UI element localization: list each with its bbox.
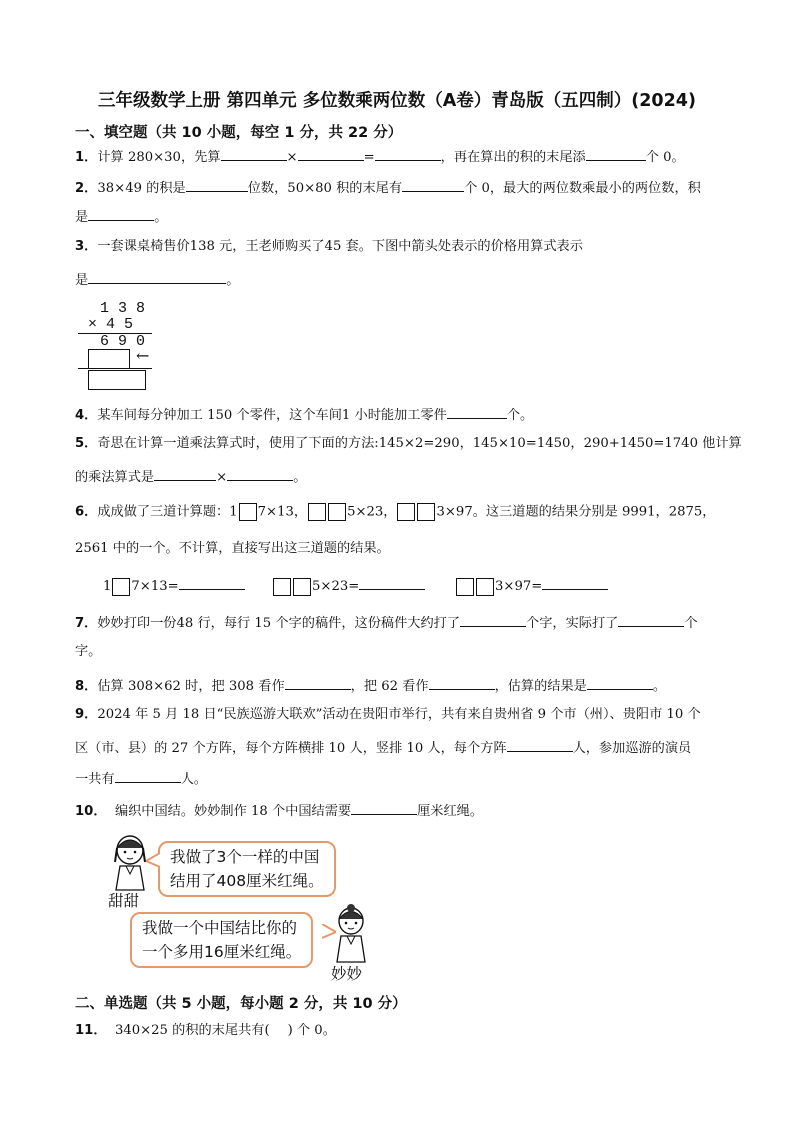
question-10: 10． 编织中国结。妙妙制作 18 个中国结需要 厘米红绳。 — [75, 800, 483, 821]
question-5-cont: 的乘法算式是 × 。 — [75, 466, 306, 487]
answer-blank[interactable] — [618, 612, 684, 627]
question-6-fill-1: 1 7×13= — [103, 575, 245, 596]
answer-blank[interactable] — [88, 206, 154, 221]
answer-blank[interactable] — [460, 612, 526, 627]
digit-box[interactable] — [239, 503, 257, 521]
question-6-fill-2: 5×23= — [272, 575, 425, 596]
digit-box[interactable] — [456, 578, 474, 596]
question-7-cont: 字。 — [75, 644, 102, 659]
name-tiantian: 甜甜 — [108, 892, 140, 910]
calc-answer-box[interactable] — [88, 370, 146, 390]
answer-blank[interactable] — [88, 269, 226, 284]
question-9: 9．2024 年 5 月 18 日“民族巡游大联欢”活动在贵阳市举行，共有来自贵州省 9 个市（州）、贵阳市 10 个 — [75, 707, 701, 722]
answer-blank[interactable] — [154, 466, 216, 481]
bubble-pointer-icon — [146, 853, 160, 869]
calc-answer-box[interactable] — [88, 349, 130, 369]
question-6-cont: 2561 中的一个。不计算，直接写出这三道题的结果。 — [75, 541, 390, 556]
question-6-fill-3: 3×97= — [455, 575, 608, 596]
calc-divider — [78, 368, 152, 369]
bubble-line: 我做了3个一样的中国 — [170, 848, 320, 866]
question-2: 2．38×49 的积是 位数，50×80 积的末尾有 个 0，最大的两位数乘最小的两位数，积 — [75, 177, 701, 198]
calc-row-2: × 4 5 — [88, 316, 134, 333]
answer-blank[interactable] — [375, 146, 441, 161]
page-title: 三年级数学上册 第四单元 多位数乘两位数（A卷）青岛版（五四制）(2024) — [98, 91, 696, 111]
answer-blank[interactable] — [221, 146, 287, 161]
calc-row-1: 1 3 8 — [100, 300, 146, 317]
speech-bubble-miaomiao — [130, 912, 313, 968]
bubble-line: 结用了408厘米红绳。 — [170, 872, 324, 890]
question-2-cont: 是 。 — [75, 206, 167, 227]
answer-blank[interactable] — [429, 675, 495, 690]
arrow-left-icon: ← — [136, 346, 150, 365]
answer-blank[interactable] — [285, 675, 351, 690]
digit-box[interactable] — [112, 578, 130, 596]
answer-blank[interactable] — [447, 404, 507, 419]
answer-blank[interactable] — [542, 575, 608, 590]
answer-blank[interactable] — [227, 466, 293, 481]
answer-blank[interactable] — [351, 800, 417, 815]
bubble-line: 一个多用16厘米红绳。 — [142, 943, 302, 961]
answer-blank[interactable] — [179, 575, 245, 590]
name-miaomiao: 妙妙 — [331, 965, 363, 983]
digit-box[interactable] — [293, 578, 311, 596]
answer-blank[interactable] — [507, 737, 573, 752]
question-3-cont: 是 。 — [75, 269, 239, 290]
question-11: 11． 340×25 的积的末尾共有( ) 个 0。 — [75, 1023, 336, 1038]
digit-box[interactable] — [273, 578, 291, 596]
answer-blank[interactable] — [587, 675, 653, 690]
answer-blank[interactable] — [586, 146, 646, 161]
question-5: 5．奇思在计算一道乘法算式时，使用了下面的方法:145×2=290，145×10=1450，290+1450=1740 他计算 — [75, 436, 742, 451]
question-3: 3．一套课桌椅售价138 元，王老师购买了45 套。下图中箭头处表示的价格用算式表示 — [75, 239, 583, 254]
digit-box[interactable] — [476, 578, 494, 596]
question-1: 1．计算 280×30，先算 × = ，再在算出的积的末尾添 个 0。 — [75, 146, 685, 167]
answer-blank[interactable] — [186, 177, 248, 192]
question-9-cont-2: 一共有 人。 — [75, 768, 207, 789]
answer-blank[interactable] — [359, 575, 425, 590]
answer-blank[interactable] — [298, 146, 364, 161]
speech-bubble-tiantian — [158, 841, 336, 897]
question-4: 4．某车间每分钟加工 150 个零件，这个车间1 小时能加工零件 个。 — [75, 404, 533, 425]
question-7: 7．妙妙打印一份48 行，每行 15 个字的稿件，这份稿件大约打了 个字，实际打了 个 — [75, 612, 698, 633]
section-1-heading: 一、填空题（共 10 小题，每空 1 分，共 22 分） — [75, 125, 403, 141]
calc-row-3: 6 9 0 — [100, 333, 146, 350]
question-8: 8．估算 308×62 时，把 308 看作 ，把 62 看作 ，估算的结果是 。 — [75, 675, 666, 696]
answer-blank[interactable] — [115, 768, 181, 783]
digit-box[interactable] — [397, 503, 415, 521]
bubble-line: 我做一个中国结比你的 — [142, 919, 298, 937]
digit-box[interactable] — [308, 503, 326, 521]
digit-box[interactable] — [417, 503, 435, 521]
section-2-heading: 二、单选题（共 5 小题，每小题 2 分，共 10 分） — [75, 996, 407, 1012]
girl-miaomiao-icon — [330, 904, 372, 964]
digit-box[interactable] — [328, 503, 346, 521]
answer-blank[interactable] — [402, 177, 464, 192]
question-6: 6．成成做了三道计算题：1 7×13， 5×23， 3×97。这三道题的结果分别是 9991，2875， — [75, 504, 716, 520]
question-9-cont: 区（市、县）的 27 个方阵，每个方阵横排 10 人，竖排 10 人，每个方阵 人，参加巡游的演员 — [75, 737, 691, 758]
